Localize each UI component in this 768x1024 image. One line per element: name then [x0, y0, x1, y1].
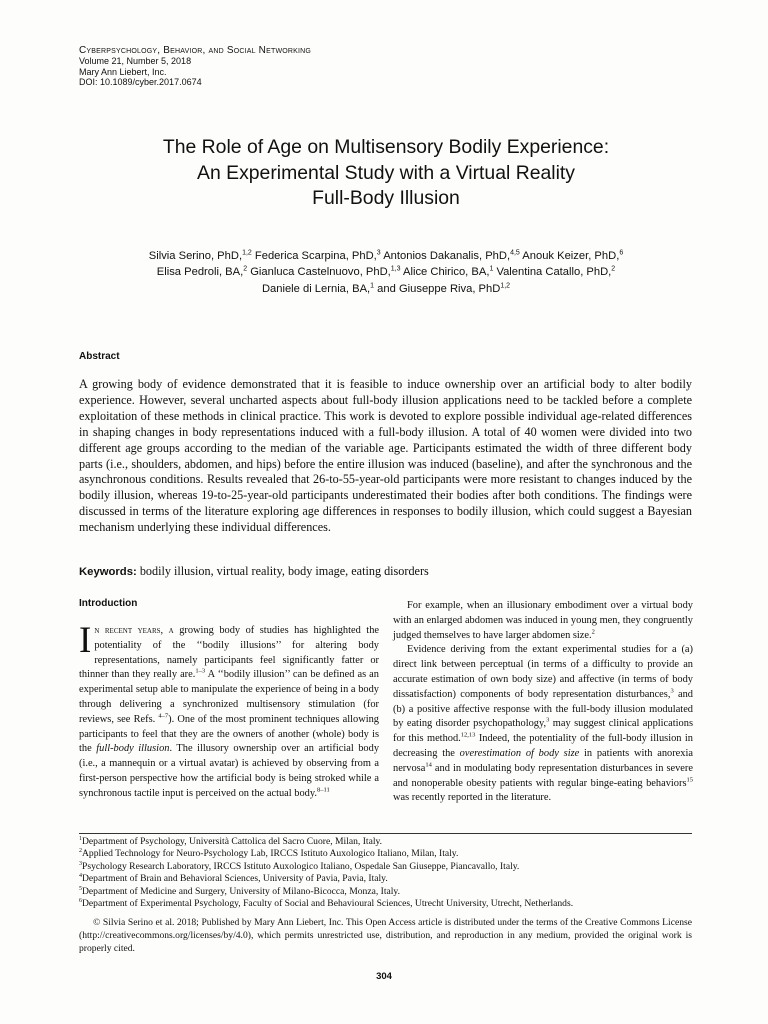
introduction-heading: Introduction [79, 598, 138, 609]
journal-volume: Volume 21, Number 5, 2018 [79, 56, 192, 67]
journal-name: Cyberpsychology, Behavior, and Social Networking [79, 45, 312, 56]
author-affiliation: 1,2 [242, 249, 252, 257]
affiliation-item [79, 873, 692, 885]
author-affiliation: 1 [489, 265, 494, 273]
author-affiliation: 2 [243, 265, 248, 273]
text-run: may suggest clinical applications for this method. [393, 718, 693, 745]
author-name: Anouk Keizer, PhD, [522, 250, 620, 262]
author-affiliation: 3 [376, 249, 381, 257]
title-line-1: The Role of Age on Multisensory Bodily Experience: [162, 136, 610, 158]
affiliation-number: 1 [79, 835, 82, 842]
license-notice: © Silvia Serino et al. 2018; Published by Mary Ann Liebert, Inc. This Open Access article is distributed under the terms of the Creative Commons License (http://creativecommons.org/licenses/by/4.0), which permits unrestricted use, distribution, and reproduction in any medium, provided the original work is properly cited. [79, 917, 692, 954]
affiliation-text: Applied Technology for Neuro-Psychology Lab, IRCCS Istituto Auxologico Italiano, Milan, Italy. [82, 848, 459, 860]
keywords-list: bodily illusion, virtual reality, body image, eating disorders [139, 564, 429, 578]
journal-doi: DOI: 10.1089/cyber.2017.0674 [79, 76, 202, 87]
text-run: . The illusory ownership over an artificial body (i.e., a mannequin or a virtual avatar) is achieved by observing from a first-person perspective how the artificial body is being stroked while a synchronous tactile input is perceived on the actual body. [79, 743, 380, 799]
author-affiliation: 1 [370, 281, 375, 289]
author-name: Federica Scarpina, PhD, [254, 250, 377, 262]
author-name: Antonios Dakanalis, PhD, [383, 250, 511, 262]
affiliation-number: 4 [79, 873, 82, 880]
citation: 2 [591, 628, 595, 636]
affiliation-item [79, 836, 692, 848]
author-list [60, 248, 712, 297]
citation: 14 [425, 761, 432, 769]
italic-term: full-body illusion [96, 743, 170, 755]
text-run: and in modulating body representation disturbances in severe and nonoperable obesity patients with regular binge-eating behaviors [393, 762, 693, 789]
affiliation-number: 2 [79, 848, 82, 855]
keywords [79, 564, 692, 579]
text-run: ). One of the most prominent techniques allowing participants to feel that they are the owners of another (whole) body is the [79, 713, 379, 755]
title-line-2: An Experimental Study with a Virtual Reality [197, 161, 575, 184]
journal-publisher: Mary Ann Liebert, Inc. [79, 66, 167, 77]
author-line-3 [60, 281, 712, 297]
right-column [393, 599, 693, 806]
affiliation-text: Department of Brain and Behavioral Sciences, University of Pavia, Pavia, Italy. [82, 873, 388, 885]
footnote-divider [79, 833, 692, 834]
author-name: Valentina Catallo, PhD, [496, 266, 612, 279]
journal-header [79, 46, 311, 87]
affiliation-text: Department of Experimental Psychology, Faculty of Social and Behavioural Sciences, Utrecht University, Utrecht, Netherlands. [82, 898, 574, 910]
affiliation-number: 3 [79, 860, 82, 867]
author-affiliation: 6 [619, 249, 624, 257]
affiliation-number: 6 [79, 897, 82, 904]
author-name: Daniele di Lernia, BA, [261, 282, 371, 295]
affiliation-number: 5 [79, 885, 82, 892]
text-run: For example, when an illusionary embodiment over a virtual body with an enlarged abdomen was induced in young men, they congruently judged themselves to have larger abdomen size. [393, 600, 693, 641]
citation: 12,13 [460, 731, 476, 739]
citation: 1–3 [195, 667, 206, 675]
lead-in: n recent years, a [94, 625, 174, 636]
introduction-paragraph-1 [79, 620, 380, 802]
affiliation-item [79, 886, 692, 898]
abstract-body: A growing body of evidence demonstrated that it is feasible to induce ownership over an artificial body to alter bodily experience. However, several uncharted aspects about full-body illusion applications need to be tackled before a complete exploitation of these methods in clinical practice. This work is devoted to explore possible individual age-related differences in shaping changes in body representations induced with a full-body illusion. A total of 40 women were divided into two different age groups according to the median of the variable age. Participants estimated the width of three different body parts (i.e., shoulders, abdomen, and hips) before the entire illusion was induced (baseline), and after the synchronous and the asynchronous conditions. Results revealed that 26-to-55-year-old participants were more resistant to changes induced by the bodily illusion, whereas 19-to-25-year-old participants underestimated their bodies after both conditions. The findings were discussed in terms of the literature exploring age differences in responses to bodily illusion, which could suggest a Bayesian mechanism underlying these individual differences. [79, 377, 692, 535]
abstract-heading: Abstract [79, 351, 120, 362]
affiliation-item [79, 898, 692, 910]
text-run: was recently reported in the literature. [393, 792, 552, 804]
affiliation-text: Psychology Research Laboratory, IRCCS Istituto Auxologico Italiano, Ospedale San Giuseppe, Piancavallo, Italy. [82, 860, 520, 872]
citation: 4–7 [158, 712, 169, 720]
author-line-1 [60, 248, 712, 264]
text-run: A ‘‘bodily illusion’’ can be defined as an experimental setup able to manipulate the experience of being in a body through delivering a synchronized multisensory stimulation (for reviews, see Refs. [79, 669, 379, 725]
text-run: in patients with anorexia nervosa [393, 747, 693, 774]
author-affiliation: 4,5 [510, 249, 520, 257]
drop-cap: I [79, 620, 92, 661]
author-name: and Giuseppe Riva, PhD [377, 282, 501, 295]
italic-term: overestimation of body size [459, 747, 580, 759]
author-name: Alice Chirico, BA, [403, 266, 490, 279]
author-name: Gianluca Castelnuovo, PhD, [250, 266, 391, 279]
affiliation-list [79, 836, 692, 910]
keywords-label: Keywords: [79, 566, 137, 578]
article-title [60, 135, 712, 212]
page-number: 304 [376, 971, 392, 982]
title-line-3: Full-Body Illusion [312, 187, 460, 209]
affiliation-text: Department of Medicine and Surgery, University of Milano-Bicocca, Monza, Italy. [82, 885, 401, 897]
introduction-paragraph-3 [393, 643, 693, 806]
text-run: and (b) a positive affective response with the full-body illusion modulated by eating disorder psychopathology, [393, 688, 693, 730]
author-name: Silvia Serino, PhD, [148, 250, 243, 262]
author-affiliation: 2 [611, 265, 616, 273]
citation: 8–11 [316, 786, 330, 794]
text-run: Indeed, the potentiality of the full-body illusion in decreasing the [393, 733, 694, 759]
citation: 3 [670, 687, 674, 695]
author-affiliation: 1,2 [500, 281, 511, 289]
introduction-paragraph-2 [393, 599, 693, 643]
affiliation-item [79, 861, 692, 873]
author-affiliation: 1,3 [390, 265, 401, 273]
text-run: Evidence deriving from the extant experimental studies for a (a) direct link between perceptual (in terms of a difficulty to provide an accurate estimation of own body size) and affective (in terms of body dissatisfaction) components of body representation disturbances, [393, 644, 693, 700]
citation: 15 [686, 776, 693, 784]
text-run: growing body of studies has highlighted the potentiality of the ‘‘bodily illusions’’ for altering body representations, namely participants feel significantly fatter or thinner than they really are. [79, 625, 379, 681]
affiliation-text: Department of Psychology, Università Cattolica del Sacro Cuore, Milan, Italy. [82, 836, 383, 847]
author-line-2 [60, 264, 712, 280]
affiliation-item [79, 848, 692, 860]
citation: 3 [546, 716, 550, 724]
author-name: Elisa Pedroli, BA, [156, 266, 244, 279]
